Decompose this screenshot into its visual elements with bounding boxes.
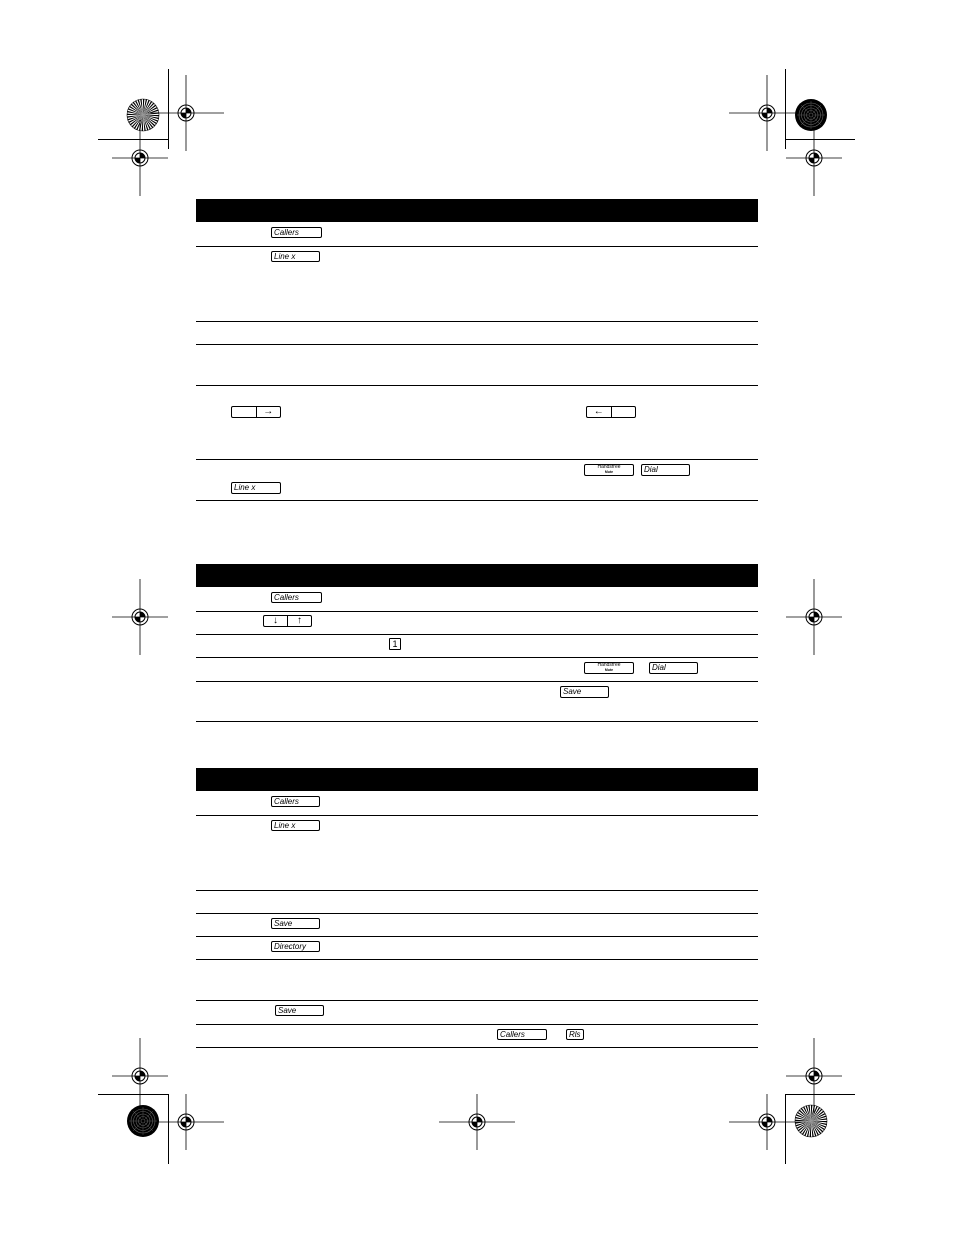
row-divider: [196, 657, 758, 658]
left-arrow-icon: ←: [593, 406, 604, 417]
save-key[interactable]: Save: [560, 686, 609, 698]
starburst-target-icon: [126, 98, 160, 137]
right-navigation-key[interactable]: [231, 406, 281, 418]
row-divider: [196, 385, 758, 386]
line-x-key[interactable]: Line x: [231, 482, 281, 494]
row-divider: [196, 611, 758, 612]
row-divider: [196, 634, 758, 635]
row-divider: [196, 913, 758, 914]
down-arrow-icon: ↓: [273, 615, 278, 626]
row-divider: [196, 500, 758, 501]
row-divider: [196, 815, 758, 816]
density-target-icon: [794, 98, 828, 137]
line-x-key[interactable]: Line x: [271, 820, 320, 831]
table-header-bar: [196, 564, 758, 587]
digit-one-key[interactable]: 1: [389, 638, 401, 650]
density-target-icon: [126, 1104, 160, 1143]
row-divider: [196, 936, 758, 937]
table-header-bar: [196, 768, 758, 791]
dial-key[interactable]: Dial: [649, 662, 698, 674]
row-divider: [196, 959, 758, 960]
row-divider: [196, 459, 758, 460]
row-divider: [196, 890, 758, 891]
line-x-key[interactable]: Line x: [271, 251, 320, 262]
up-down-navigation-key[interactable]: [263, 615, 312, 627]
row-divider: [196, 1024, 758, 1025]
callers-key[interactable]: Callers: [271, 227, 322, 238]
left-navigation-key[interactable]: [586, 406, 636, 418]
row-divider: [196, 1047, 758, 1048]
starburst-target-icon: [794, 1104, 828, 1143]
callers-key[interactable]: Callers: [497, 1029, 547, 1040]
handsfree-mute-key[interactable]: Handsfree Mute: [584, 464, 634, 476]
up-arrow-icon: ↑: [287, 616, 311, 626]
callers-key[interactable]: Callers: [271, 592, 322, 603]
right-arrow-icon: →: [256, 407, 281, 417]
row-divider: [196, 1000, 758, 1001]
directory-key[interactable]: Directory: [271, 941, 320, 952]
handsfree-mute-key[interactable]: Handsfree Mute: [584, 662, 634, 674]
save-key[interactable]: Save: [271, 918, 320, 929]
row-divider: [196, 321, 758, 322]
release-key[interactable]: Rls: [566, 1029, 584, 1040]
callers-key[interactable]: Callers: [271, 796, 320, 807]
table-header-bar: [196, 199, 758, 222]
row-divider: [196, 246, 758, 247]
row-divider: [196, 721, 758, 722]
dial-key[interactable]: Dial: [641, 464, 690, 476]
row-divider: [196, 344, 758, 345]
save-key[interactable]: Save: [275, 1005, 324, 1016]
row-divider: [196, 681, 758, 682]
